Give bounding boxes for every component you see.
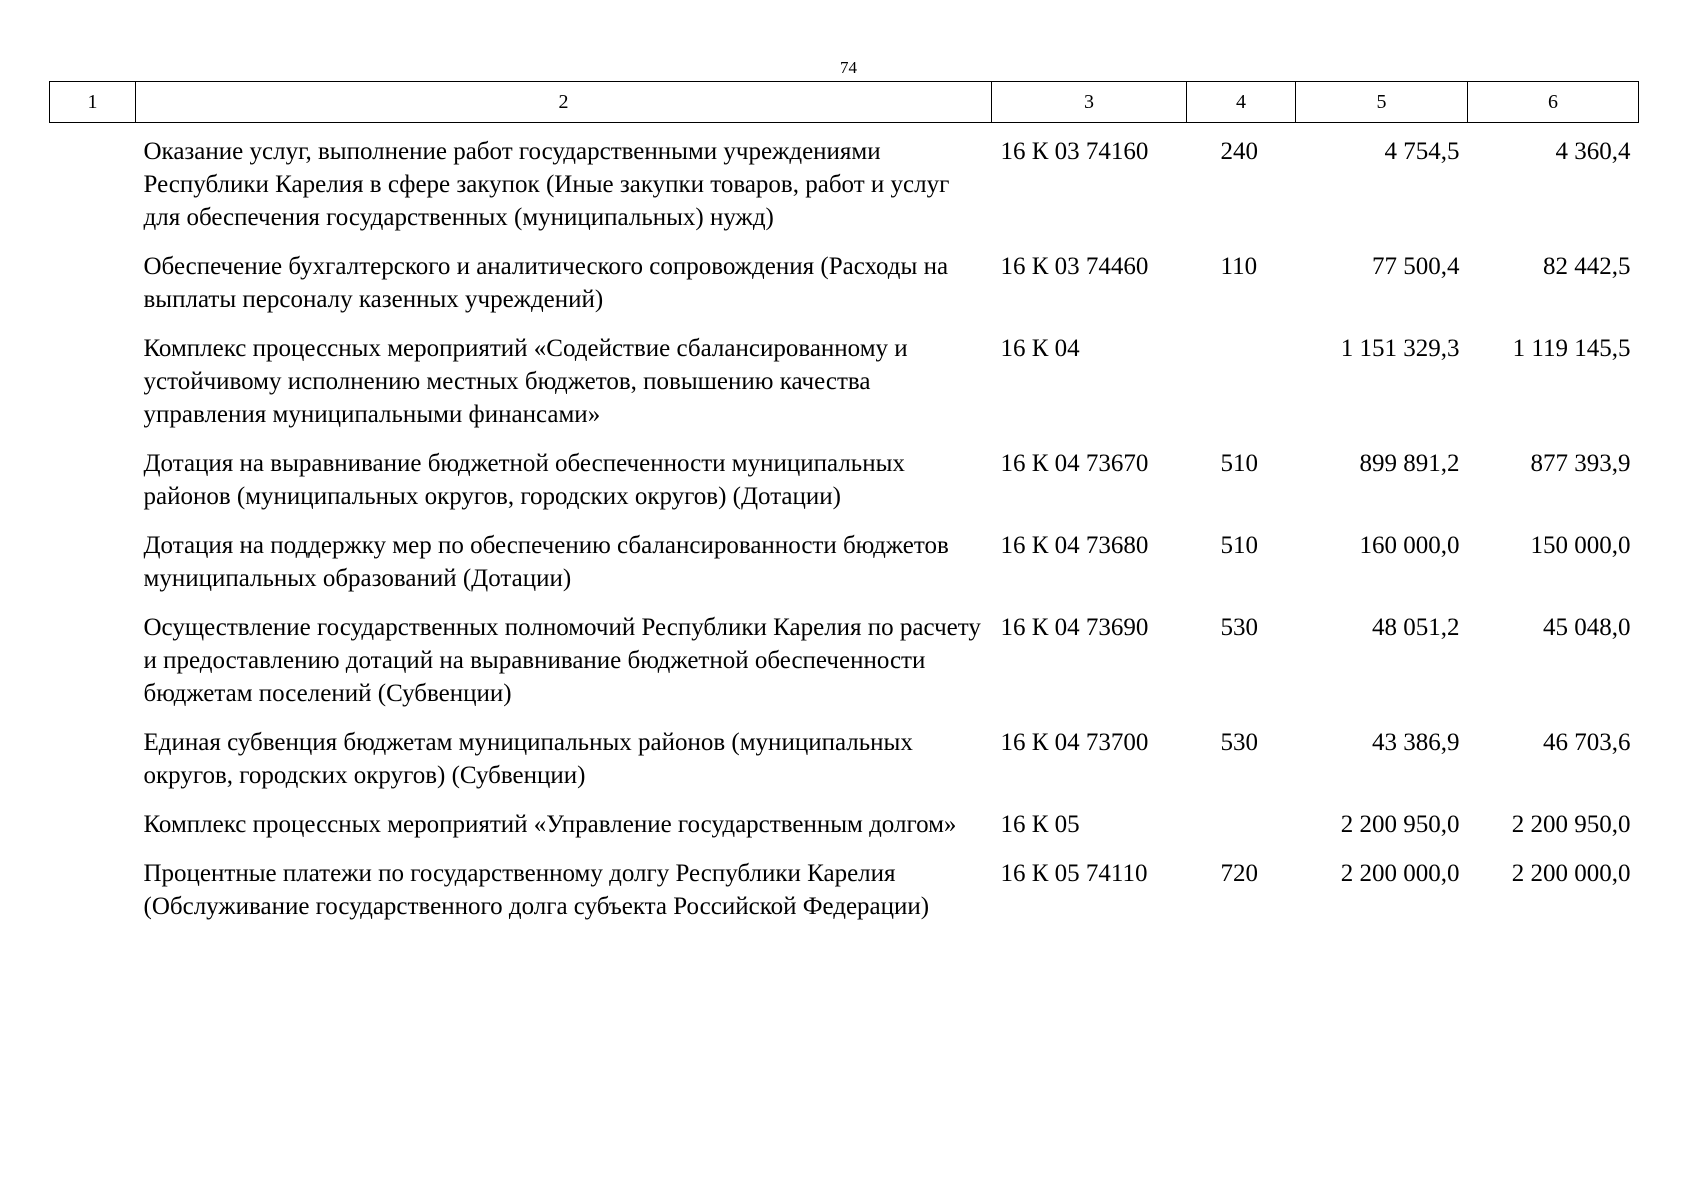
row-code-cell: 16 К 04 73690	[1000, 614, 1149, 641]
table-body	[50, 123, 1639, 940]
row-sum2-cell: 45 048,0	[1543, 614, 1631, 641]
row-col1-cell	[50, 123, 136, 251]
table-header	[50, 82, 1639, 123]
row-col1-cell	[50, 529, 136, 611]
header-col-2: 2	[136, 82, 992, 123]
row-sum1-cell: 1 151 329,3	[1340, 335, 1460, 362]
row-sum1-cell: 2 200 950,0	[1340, 811, 1460, 838]
header-col-4: 4	[1187, 82, 1296, 123]
row-name-cell: Комплекс процессных мероприятий «Содействие сбалансированному и устойчивому исполнению местных бюджетов, повышению качества управления муниципальными финансами»	[143, 335, 908, 428]
table-row	[50, 808, 1639, 857]
row-name-cell: Осуществление государственных полномочий Республики Карелия по расчету и предоставлению дотаций на выравнивание бюджетной обеспеченности бюджетам поселений (Субвенции)	[143, 614, 981, 707]
row-name-cell: Процентные платежи по государственному долгу Республики Карелия (Обслуживание государственного долга субъекта Российской Федерации)	[143, 860, 930, 920]
header-col-1: 1	[50, 82, 136, 123]
row-name-cell: Обеспечение бухгалтерского и аналитического сопровождения (Расходы на выплаты персоналу казенных учреждений)	[143, 253, 949, 313]
table-row	[50, 611, 1639, 726]
header-col-5: 5	[1296, 82, 1468, 123]
row-sum2-cell: 1 119 145,5	[1512, 335, 1631, 362]
row-col1-cell	[50, 857, 136, 939]
row-code-cell: 16 К 03 74460	[1000, 253, 1149, 280]
header-col-6: 6	[1468, 82, 1639, 123]
row-sum2-cell: 150 000,0	[1530, 532, 1631, 559]
row-sum2-cell: 46 703,6	[1543, 729, 1631, 756]
row-code-cell: 16 К 05	[1000, 811, 1080, 838]
row-code-cell: 16 К 04	[1000, 335, 1080, 362]
row-sum2-cell: 82 442,5	[1543, 253, 1631, 280]
row-col1-cell	[50, 332, 136, 447]
row-vr-cell: 240	[1220, 138, 1258, 165]
row-sum1-cell: 77 500,4	[1372, 253, 1460, 280]
row-sum2-cell: 2 200 950,0	[1511, 811, 1631, 838]
row-code-cell: 16 К 04 73670	[1000, 450, 1149, 477]
row-col1-cell	[50, 726, 136, 808]
row-sum1-cell: 899 891,2	[1359, 450, 1460, 477]
row-sum2-cell: 877 393,9	[1530, 450, 1631, 477]
row-sum1-cell: 2 200 000,0	[1340, 860, 1460, 887]
table-row	[50, 726, 1639, 808]
row-code-cell: 16 К 04 73680	[1000, 532, 1149, 559]
row-vr-cell	[1187, 332, 1296, 447]
table-row	[50, 857, 1639, 939]
table-row	[50, 250, 1639, 332]
row-name-cell: Дотация на поддержку мер по обеспечению сбалансированности бюджетов муниципальных образований (Дотации)	[143, 532, 949, 592]
row-vr-cell: 530	[1220, 614, 1258, 641]
row-sum1-cell: 48 051,2	[1372, 614, 1460, 641]
table-row	[50, 529, 1639, 611]
budget-table	[49, 81, 1639, 939]
page-number: 74	[840, 58, 857, 77]
row-code-cell: 16 К 04 73700	[1000, 729, 1149, 756]
table-row	[50, 332, 1639, 447]
row-vr-cell: 720	[1220, 860, 1258, 887]
row-vr-cell: 110	[1220, 253, 1258, 280]
row-vr-cell: 510	[1220, 450, 1258, 477]
header-row	[50, 82, 1639, 123]
row-name-cell: Комплекс процессных мероприятий «Управление государственным долгом»	[143, 811, 957, 838]
table-row	[50, 447, 1639, 529]
header-col-3: 3	[992, 82, 1187, 123]
row-code-cell: 16 К 05 74110	[1000, 860, 1148, 887]
row-col1-cell	[50, 808, 136, 857]
row-code-cell: 16 К 03 74160	[1000, 138, 1149, 165]
row-name-cell: Дотация на выравнивание бюджетной обеспеченности муниципальных районов (муниципальных округов, городских округов) (Дотации)	[143, 450, 905, 510]
row-name-cell: Оказание услуг, выполнение работ государственными учреждениями Республики Карелия в сфере закупок (Иные закупки товаров, работ и услуг для обеспечения государственных (муниципальных) нужд)	[143, 138, 950, 231]
row-vr-cell	[1187, 808, 1296, 857]
row-sum1-cell: 160 000,0	[1359, 532, 1460, 559]
row-sum1-cell: 43 386,9	[1372, 729, 1460, 756]
row-vr-cell: 510	[1220, 532, 1258, 559]
row-vr-cell: 530	[1220, 729, 1258, 756]
table-row	[50, 123, 1639, 251]
row-col1-cell	[50, 447, 136, 529]
row-col1-cell	[50, 611, 136, 726]
row-sum2-cell: 2 200 000,0	[1511, 860, 1631, 887]
row-sum2-cell: 4 360,4	[1555, 138, 1631, 165]
row-name-cell: Единая субвенция бюджетам муниципальных районов (муниципальных округов, городских округов) (Субвенции)	[143, 729, 913, 789]
row-col1-cell	[50, 250, 136, 332]
row-sum1-cell: 4 754,5	[1384, 138, 1460, 165]
